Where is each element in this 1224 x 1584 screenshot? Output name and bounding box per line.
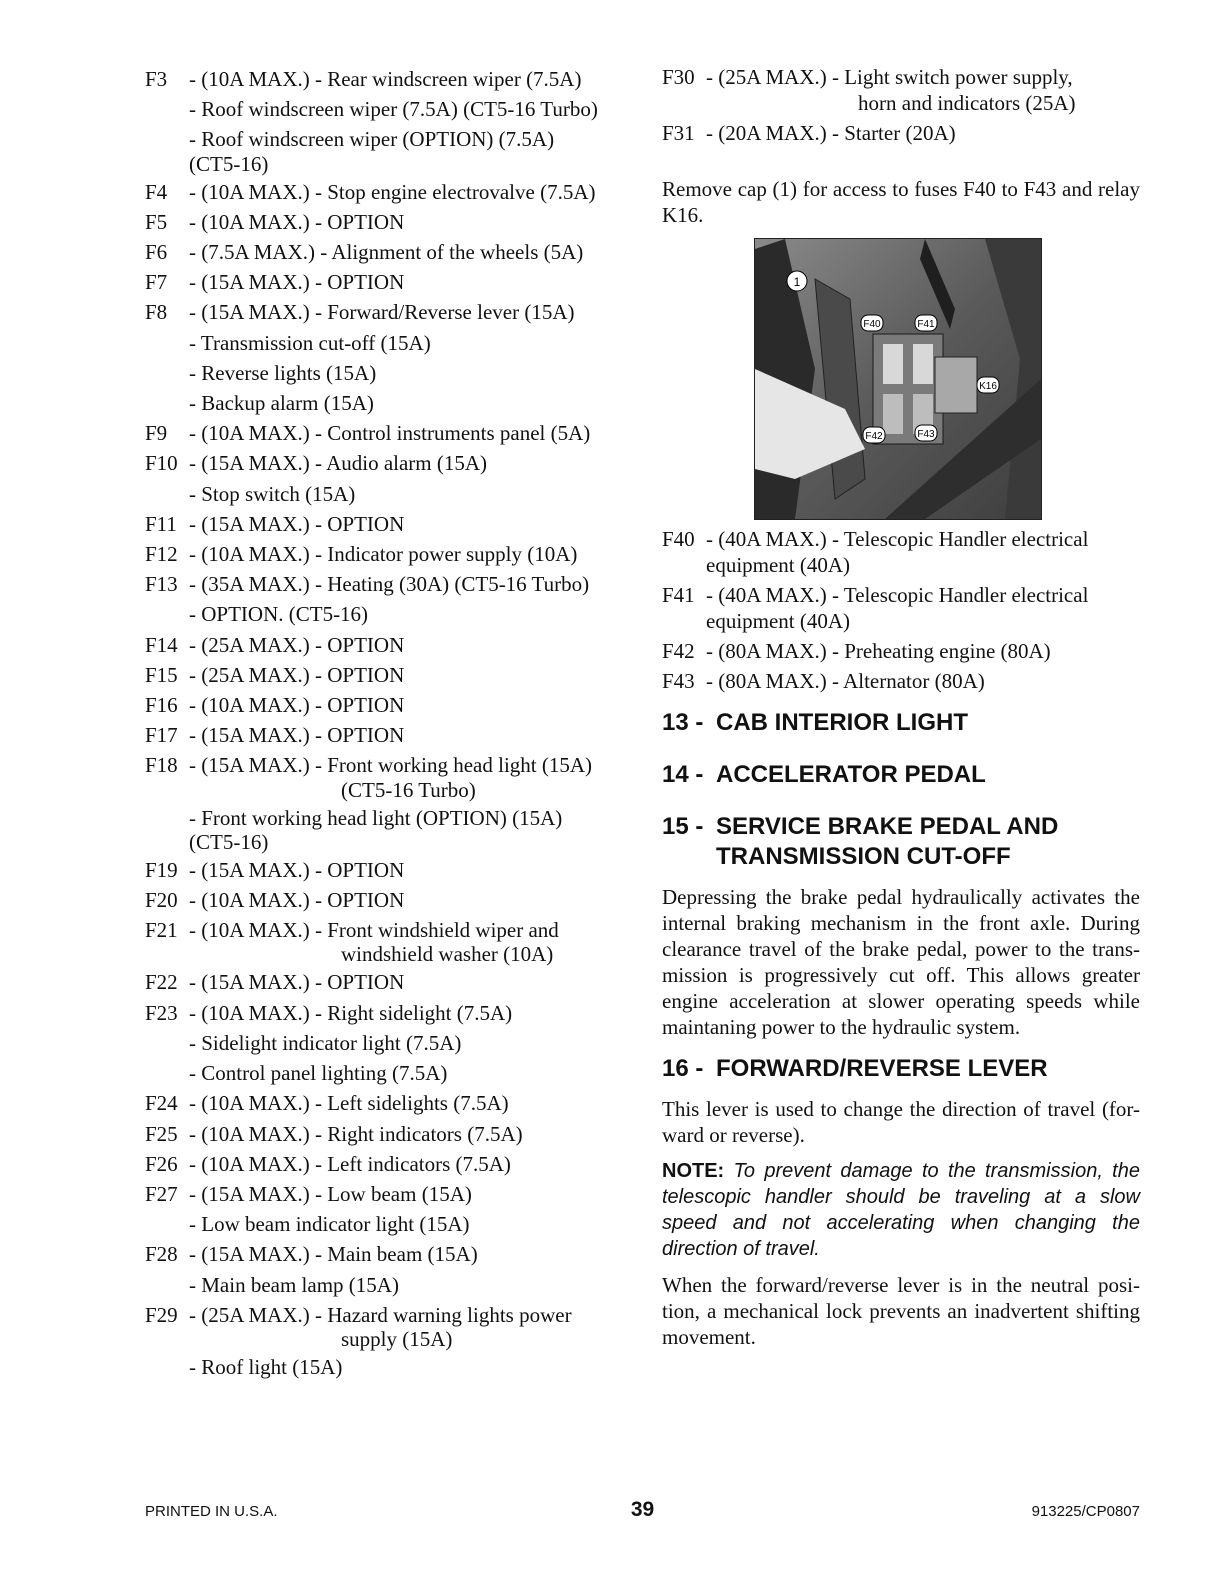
footer-printed: PRINTED IN U.S.A. [145, 1503, 278, 1520]
fuse-code: F31 [662, 121, 695, 145]
fuse-description: - (15A MAX.) - Low beam (15A) [189, 1181, 472, 1206]
fuse-entry-f5 [145, 207, 635, 237]
fuse-code: F14 [145, 632, 178, 657]
page-number: 39 [630, 1498, 655, 1521]
fuse-entry-f13 [145, 569, 635, 629]
fuse-description-continued: (CT5-16 Turbo) [341, 777, 476, 802]
section-16-heading [662, 1054, 1140, 1084]
fuse-code: F23 [145, 1000, 178, 1025]
fuse-sub-item: - Backup alarm (15A) [189, 391, 374, 416]
fuse-code: F22 [145, 970, 178, 995]
fuse-f41-body [913, 344, 933, 384]
fuse-description: - (40A MAX.) - Telescopic Handler electrical [706, 583, 1089, 607]
fuse-sub-item: - Front working head light (OPTION) (15A) [189, 805, 563, 830]
fuse-entry-f16 [145, 690, 635, 720]
fuse-code: F28 [145, 1242, 178, 1267]
fuse-description: - (10A MAX.) - Left indicators (7.5A) [189, 1151, 511, 1176]
fuse-entry-f19 [145, 855, 635, 885]
section-16-title: FORWARD/REVERSE LEVER [716, 1055, 1048, 1082]
fuse-description: - (10A MAX.) - Control instruments panel (5A) [189, 421, 591, 446]
lower-fuse-list [662, 526, 1140, 694]
fuse-entry-f31 [662, 120, 1140, 146]
fuse-code: F3 [145, 67, 168, 91]
fuse-entry-f43 [662, 668, 1140, 694]
fuse-code: F43 [662, 669, 695, 693]
fuse-description: - (10A MAX.) - Left sidelights (7.5A) [189, 1091, 509, 1116]
fuse-description-continued: equipment (40A) [706, 553, 851, 577]
fuse-description: - (10A MAX.) - OPTION [189, 693, 405, 718]
fuse-entry-f3 [145, 64, 635, 177]
fuse-description: - (15A MAX.) - OPTION [189, 270, 405, 295]
fuse-code: F27 [145, 1181, 178, 1206]
section-15-number: 15 - [662, 813, 704, 840]
fuse-description: - (15A MAX.) - Front working head light (15A) [189, 753, 593, 778]
fuse-description-continued: windshield washer (10A) [341, 942, 554, 967]
fuse-entry-f26 [145, 1149, 635, 1179]
fuse-sub-item: - Transmission cut-off (15A) [189, 330, 431, 355]
fuse-description: - (10A MAX.) - OPTION [189, 209, 405, 234]
fuse-description: - (10A MAX.) - Rear windscreen wiper (7.5A) [189, 67, 582, 91]
fuse-entry-f28 [145, 1239, 635, 1299]
fuse-description: - (15A MAX.) - Forward/Reverse lever (15A) [189, 300, 575, 325]
page-footer [145, 1500, 1140, 1524]
fuse-code: F17 [145, 723, 178, 748]
fuse-description: - (15A MAX.) - OPTION [189, 511, 405, 536]
fuse-entry-f6 [145, 237, 635, 267]
fuse-description-continued: horn and indicators (25A) [858, 91, 1076, 115]
callout-f41-label: F41 [917, 319, 935, 330]
section-16-body2: When the forward/reverse lever is in the neutral posi-tion, a mechanical lock prevents an inadvertent shifting movement. [662, 1273, 1140, 1349]
fuse-description: - (15A MAX.) - OPTION [189, 970, 405, 995]
fuse-description: - (20A MAX.) - Starter (20A) [706, 121, 956, 145]
fuse-sub-item-continued: (CT5-16) [189, 829, 269, 854]
section-15-title-line2: TRANSMISSION CUT-OFF [716, 843, 1011, 870]
fuse-code: F11 [145, 511, 177, 536]
fuse-entry-f30 [662, 64, 1140, 116]
fuse-code: F6 [145, 240, 168, 265]
fuse-sub-item-continued: (CT5-16) [189, 151, 269, 176]
fuse-entry-f12 [145, 539, 635, 569]
fuse-sub-item: - Sidelight indicator light (7.5A) [189, 1030, 462, 1055]
fuse-entry-f23 [145, 998, 635, 1089]
fuse-code: F15 [145, 662, 178, 687]
fuse-entry-f17 [145, 720, 635, 750]
section-15-body: Depressing the brake pedal hydraulically activates the internal braking mechanism in the front axle. During clearance travel of the brake pedal, power to the trans-mission is progressively cut off. This allows greater engine acceleration at slower operating speeds while maintaning power to the hydraulic system. [662, 885, 1140, 1039]
fuse-code: F7 [145, 270, 168, 295]
fuse-code: F8 [145, 300, 168, 325]
callout-f40-label: F40 [863, 319, 881, 330]
fuse-entry-f14 [145, 630, 635, 660]
fuse-sub-item: - Main beam lamp (15A) [189, 1272, 399, 1297]
fuse-entry-f27 [145, 1179, 635, 1239]
left-fuse-list [145, 64, 635, 1382]
note-text: To prevent damage to the transmission, the telescopic handler should be traveling at a slow speed and not accelerating when changing the direction of travel. [662, 1160, 1140, 1260]
fuse-code: F21 [145, 918, 178, 943]
note-label: NOTE: [662, 1160, 725, 1182]
fuse-code: F20 [145, 888, 178, 913]
fuse-code: F29 [145, 1302, 178, 1327]
fuse-code: F5 [145, 209, 168, 234]
fuse-code: F13 [145, 572, 178, 597]
fuse-entry-f8 [145, 297, 635, 418]
fuse-entry-f11 [145, 509, 635, 539]
fuse-entry-f21 [145, 915, 635, 967]
fuse-entry-f41 [662, 582, 1140, 634]
fuse-box-photo-drawing [755, 239, 1041, 519]
section-15-title: SERVICE BRAKE PEDAL AND [716, 813, 1059, 840]
fuse-code: F40 [662, 527, 695, 551]
fuse-entry-f15 [145, 660, 635, 690]
fuse-code: F30 [662, 65, 695, 89]
fuse-sub-item: - Roof windscreen wiper (OPTION) (7.5A) [189, 127, 555, 152]
fuse-entry-f42 [662, 638, 1140, 664]
fuse-entry-f25 [145, 1119, 635, 1149]
note-block [662, 1158, 1140, 1262]
fuse-description: - (25A MAX.) - OPTION [189, 662, 405, 687]
callout-f42-label: F42 [865, 431, 883, 442]
fuse-code: F9 [145, 421, 168, 446]
fuse-sub-item: - Roof windscreen wiper (7.5A) (CT5-16 Turbo) [189, 97, 598, 122]
fuse-code: F24 [145, 1091, 178, 1116]
fuse-description: - (40A MAX.) - Telescopic Handler electrical [706, 527, 1089, 551]
fuse-entry-f4 [145, 177, 635, 207]
section-15-heading [662, 812, 1140, 872]
fuse-code: F41 [662, 583, 695, 607]
callout-f43-label: F43 [917, 429, 935, 440]
fuse-description-continued: equipment (40A) [706, 609, 851, 633]
fuse-sub-item: - Stop switch (15A) [189, 481, 356, 506]
fuse-description: - (80A MAX.) - Alternator (80A) [706, 669, 985, 693]
fuse-description: - (10A MAX.) - Stop engine electrovalve (7.5A) [189, 179, 596, 204]
section-14-heading [662, 760, 1140, 790]
callout-1-label: 1 [793, 275, 801, 289]
fuse-entry-f24 [145, 1088, 635, 1118]
fuse-code: F10 [145, 451, 178, 476]
fuse-sub-item: - OPTION. (CT5-16) [189, 602, 369, 627]
fuse-code: F25 [145, 1121, 178, 1146]
fuse-entry-f9 [145, 418, 635, 448]
fuse-description: - (7.5A MAX.) - Alignment of the wheels (5A) [189, 240, 584, 265]
fuse-description: - (15A MAX.) - Main beam (15A) [189, 1242, 478, 1267]
fuse-sub-item: - Control panel lighting (7.5A) [189, 1061, 448, 1086]
fuse-entry-f29 [145, 1300, 635, 1382]
fuse-description: - (15A MAX.) - Audio alarm (15A) [189, 451, 488, 476]
fuse-sub-item: - Reverse lights (15A) [189, 360, 377, 385]
fuse-entry-f10 [145, 448, 635, 508]
fuse-description: - (10A MAX.) - Indicator power supply (10A) [189, 542, 578, 567]
fuse-description: - (10A MAX.) - Right indicators (7.5A) [189, 1121, 523, 1146]
fuse-code: F16 [145, 693, 178, 718]
fuse-entry-f7 [145, 267, 635, 297]
fuse-code: F42 [662, 639, 695, 663]
relay-k16-body [935, 357, 977, 413]
section-13-title: CAB INTERIOR LIGHT [716, 709, 968, 736]
fuse-description: - (15A MAX.) - OPTION [189, 857, 405, 882]
fuse-entry-f20 [145, 885, 635, 915]
fuse-code: F12 [145, 542, 178, 567]
fuse-description: - (10A MAX.) - Front windshield wiper and [189, 918, 559, 943]
fuse-description: - (25A MAX.) - OPTION [189, 632, 405, 657]
remove-cap-text: Remove cap (1) for access to fuses F40 to F43 and relay K16. [662, 177, 1140, 227]
fuse-description: - (10A MAX.) - Right sidelight (7.5A) [189, 1000, 513, 1025]
fuse-sub-item: - Roof light (15A) [189, 1354, 343, 1379]
fuse-description: - (80A MAX.) - Preheating engine (80A) [706, 639, 1051, 663]
fuse-sub-item: - Low beam indicator light (15A) [189, 1212, 470, 1237]
fuse-description: - (25A MAX.) - Hazard warning lights power [189, 1302, 572, 1327]
fuse-description-continued: supply (15A) [341, 1326, 453, 1351]
fuse-entry-f40 [662, 526, 1140, 578]
fuse-code: F4 [145, 179, 168, 204]
section-16-number: 16 - [662, 1055, 704, 1082]
fuse-description: - (35A MAX.) - Heating (30A) (CT5-16 Turbo) [189, 572, 590, 597]
fuse-code: F26 [145, 1151, 178, 1176]
fuse-f42-body [883, 394, 903, 434]
fuse-description: - (15A MAX.) - OPTION [189, 723, 405, 748]
fuse-code: F19 [145, 857, 178, 882]
fuse-entry-f18 [145, 750, 635, 854]
upper-fuse-list [662, 64, 1140, 146]
footer-docnum: 913225/CP0807 [1031, 1503, 1140, 1520]
section-14-title: ACCELERATOR PEDAL [716, 761, 986, 788]
callout-k16-label: K16 [979, 381, 997, 392]
fuse-box-photo [754, 238, 1042, 520]
fuse-description: - (25A MAX.) - Light switch power supply, [706, 65, 1073, 89]
fuse-f40-body [883, 344, 903, 384]
fuse-entry-f22 [145, 967, 635, 997]
section-13-number: 13 - [662, 709, 704, 736]
section-14-number: 14 - [662, 761, 704, 788]
section-16-body: This lever is used to change the direction of travel (for-ward or reverse). [662, 1097, 1140, 1147]
fuse-code: F18 [145, 753, 178, 778]
section-13-heading [662, 708, 1140, 738]
fuse-description: - (10A MAX.) - OPTION [189, 888, 405, 913]
